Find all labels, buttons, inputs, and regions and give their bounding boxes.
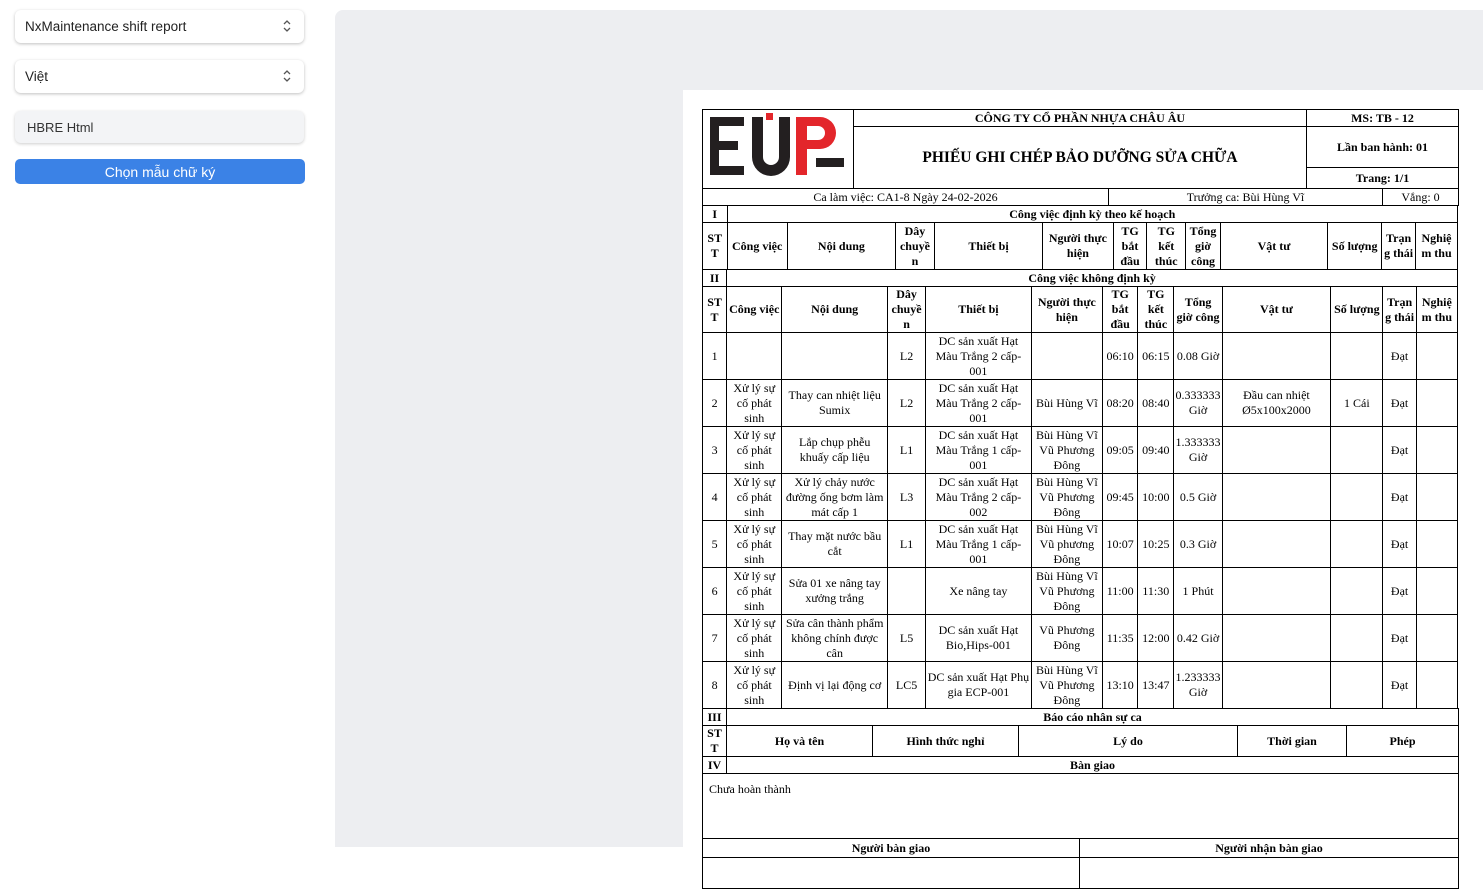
cell-col-content: Lắp chụp phễu khuấy cấp liệu: [782, 427, 888, 474]
header-col-end: TG kết thúc: [1147, 223, 1186, 270]
header-col-end: TG kết thúc: [1138, 287, 1174, 333]
cell-col-line: [887, 568, 925, 615]
header-col-status: Trạng thái: [1382, 223, 1416, 270]
cell-col-status: Đạt: [1383, 568, 1416, 615]
header-col-total: Tổng giờ công: [1174, 287, 1222, 333]
cell-col-equipment: DC sản xuất Hạt Màu Trắng 2 cấp-002: [926, 474, 1032, 521]
cell-col-acceptance: [1416, 474, 1457, 521]
cell-col-line: L1: [887, 427, 925, 474]
language-select-value: Việt: [25, 69, 49, 84]
cell-col-start: 11:35: [1103, 615, 1138, 662]
cell-col-qty: [1331, 662, 1383, 709]
hr-col-name: Họ và tên: [727, 726, 873, 757]
table-row: [703, 662, 1458, 709]
cell-col-performer: Bùi Hùng Vĩ: [1031, 380, 1102, 427]
report-select[interactable]: [15, 10, 304, 43]
cell-col-stt: 2: [703, 380, 727, 427]
cell-col-content: Sửa cân thành phẩm không chính được cân: [782, 615, 888, 662]
header-col-qty: Số lượng: [1331, 287, 1383, 333]
cell-col-end: 08:40: [1138, 380, 1174, 427]
cell-col-total: 0.08 Giờ: [1174, 333, 1222, 380]
table-row: [703, 521, 1458, 568]
cell-col-acceptance: [1416, 427, 1457, 474]
cell-col-task: Xử lý sự cố phát sinh: [727, 568, 782, 615]
cell-col-total: 1.333333 Giờ: [1174, 427, 1222, 474]
cell-col-task: Xử lý sự cố phát sinh: [727, 521, 782, 568]
table-row: [703, 427, 1458, 474]
unplanned-work-table: [702, 269, 1458, 709]
cell-col-performer: Bùi Hùng Vĩ Vũ Phương Đông: [1031, 662, 1102, 709]
cell-col-end: 12:00: [1138, 615, 1174, 662]
cell-col-material: [1222, 333, 1331, 380]
handover-signature-table: [702, 838, 1459, 889]
header-col-material: Vật tư: [1220, 223, 1327, 270]
cell-col-stt: 3: [703, 427, 727, 474]
cell-col-end: 13:47: [1138, 662, 1174, 709]
cell-col-qty: [1331, 521, 1383, 568]
cell-col-equipment: DC sản xuất Hạt Màu Trắng 2 cấp-001: [926, 380, 1032, 427]
cell-col-stt: 8: [703, 662, 727, 709]
cell-col-content: Xử lý chảy nước đường ống bơm làm mát cấp 1: [782, 474, 888, 521]
cell-col-start: 11:00: [1103, 568, 1138, 615]
cell-col-total: 0.5 Giờ: [1174, 474, 1222, 521]
chevron-updown-icon: [282, 18, 292, 34]
table-row: [703, 615, 1458, 662]
cell-col-line: L1: [887, 521, 925, 568]
cell-col-status: Đạt: [1383, 427, 1416, 474]
hr-report-table: [702, 708, 1459, 839]
cell-col-qty: [1331, 474, 1383, 521]
header-table: [702, 109, 1459, 189]
shift-info: Ca làm việc: CA1-8 Ngày 24-02-2026: [703, 189, 1109, 206]
table-row: [703, 380, 1458, 427]
section-number: IV: [703, 757, 727, 774]
handover-note: Chưa hoàn thành: [703, 774, 1459, 839]
section-title: Công việc không định kỳ: [727, 270, 1458, 287]
cell-col-status: Đạt: [1383, 615, 1416, 662]
cell-col-material: [1222, 615, 1331, 662]
cell-col-start: 09:05: [1103, 427, 1138, 474]
hr-col-leave-type: Hình thức nghỉ: [873, 726, 1019, 757]
cell-col-qty: 1 Cái: [1331, 380, 1383, 427]
cell-col-line: LC5: [887, 662, 925, 709]
cell-col-end: 10:25: [1138, 521, 1174, 568]
cell-col-start: 13:10: [1103, 662, 1138, 709]
cell-col-total: 1.233333 Giờ: [1174, 662, 1222, 709]
company-logo: [708, 113, 848, 181]
giver-signature: [703, 858, 1080, 889]
cell-col-performer: Bùi Hùng Vĩ Vũ Phương Đông: [1031, 427, 1102, 474]
cell-col-performer: [1031, 333, 1102, 380]
header-col-performer: Người thực hiện: [1031, 287, 1102, 333]
cell-col-status: Đạt: [1383, 521, 1416, 568]
cell-col-line: L5: [887, 615, 925, 662]
issue-number: Lần ban hành: 01: [1307, 127, 1459, 168]
cell-col-content: Định vị lại động cơ: [782, 662, 888, 709]
header-col-acceptance: Nghiệm thu: [1415, 223, 1457, 270]
cell-col-qty: [1331, 333, 1383, 380]
company-name: CÔNG TY CỔ PHẦN NHỰA CHÂU ÂU: [854, 110, 1307, 127]
cell-col-stt: 7: [703, 615, 727, 662]
cell-col-equipment: DC sản xuất Hạt Bio,Hips-001: [926, 615, 1032, 662]
column-header-row: [703, 287, 1458, 333]
language-select[interactable]: [15, 60, 304, 93]
cell-col-task: Xử lý sự cố phát sinh: [727, 474, 782, 521]
cell-col-status: Đạt: [1383, 333, 1416, 380]
cell-col-content: [782, 333, 888, 380]
cell-col-content: Thay can nhiệt liệu Sumix: [782, 380, 888, 427]
hr-col-reason: Lý do: [1019, 726, 1238, 757]
cell-col-stt: 1: [703, 333, 727, 380]
header-col-task: Công việc: [727, 287, 782, 333]
cell-col-acceptance: [1416, 568, 1457, 615]
cell-col-status: Đạt: [1383, 380, 1416, 427]
cell-col-task: Xử lý sự cố phát sinh: [727, 380, 782, 427]
header-col-acceptance: Nghiệm thu: [1416, 287, 1457, 333]
cell-col-start: 10:07: [1103, 521, 1138, 568]
cell-col-equipment: DC sản xuất Hạt Màu Trắng 1 cấp-001: [926, 427, 1032, 474]
cell-col-line: L2: [887, 333, 925, 380]
header-col-equipment: Thiết bị: [934, 223, 1042, 270]
choose-signature-button[interactable]: Chọn mẫu chữ ký: [15, 159, 305, 184]
cell-col-task: Xử lý sự cố phát sinh: [727, 662, 782, 709]
table-row: [703, 474, 1458, 521]
cell-col-equipment: DC sản xuất Hạt Phụ gia ECP-001: [926, 662, 1032, 709]
handover-giver: Người bàn giao: [703, 839, 1080, 858]
planned-work-table: [702, 205, 1458, 270]
absent-count: Vắng: 0: [1383, 189, 1459, 206]
cell-col-performer: Bùi Hùng Vĩ Vũ Phương Đông: [1031, 474, 1102, 521]
cell-col-total: 1 Phút: [1174, 568, 1222, 615]
document-title: PHIẾU GHI CHÉP BẢO DƯỠNG SỬA CHỮA: [854, 127, 1307, 189]
header-col-start: TG bắt đầu: [1113, 223, 1147, 270]
section-title: Bàn giao: [727, 757, 1459, 774]
cell-col-stt: 5: [703, 521, 727, 568]
cell-col-material: [1222, 568, 1331, 615]
header-col-task: Công việc: [727, 223, 787, 270]
cell-col-equipment: Xe nâng tay: [926, 568, 1032, 615]
hr-col-time: Thời gian: [1238, 726, 1347, 757]
section-number: II: [703, 270, 727, 287]
cell-col-stt: 4: [703, 474, 727, 521]
cell-col-total: 0.42 Giờ: [1174, 615, 1222, 662]
header-col-total: Tổng giờ công: [1186, 223, 1221, 270]
cell-col-acceptance: [1416, 662, 1457, 709]
cell-col-material: Đầu can nhiệt Ø5x100x2000: [1222, 380, 1331, 427]
template-option-label: HBRE Html: [27, 119, 94, 135]
cell-col-start: 06:10: [1103, 333, 1138, 380]
header-col-performer: Người thực hiện: [1043, 223, 1113, 270]
cell-col-material: [1222, 521, 1331, 568]
header-col-line: Dây chuyền: [896, 223, 935, 270]
cell-col-start: 08:20: [1103, 380, 1138, 427]
table-row: [703, 568, 1458, 615]
header-col-stt: STT: [703, 287, 727, 333]
section-title: Công việc định kỳ theo kế hoạch: [727, 206, 1457, 223]
cell-col-end: 09:40: [1138, 427, 1174, 474]
page-number: Trang: 1/1: [1307, 168, 1459, 189]
cell-col-task: Xử lý sự cố phát sinh: [727, 427, 782, 474]
cell-col-equipment: DC sản xuất Hạt Màu Trắng 2 cấp-001: [926, 333, 1032, 380]
cell-col-equipment: DC sản xuất Hạt Màu Trắng 1 cấp-001: [926, 521, 1032, 568]
cell-col-content: Sửa 01 xe nâng tay xưởng trắng: [782, 568, 888, 615]
cell-col-qty: [1331, 615, 1383, 662]
cell-col-total: 0.333333 Giờ: [1174, 380, 1222, 427]
logo: [703, 110, 854, 189]
cell-col-task: Xử lý sự cố phát sinh: [727, 615, 782, 662]
cell-col-total: 0.3 Giờ: [1174, 521, 1222, 568]
cell-col-acceptance: [1416, 521, 1457, 568]
column-header-row: [703, 223, 1458, 270]
header-col-equipment: Thiết bị: [926, 287, 1032, 333]
header-col-material: Vật tư: [1222, 287, 1331, 333]
header-col-status: Trạng thái: [1383, 287, 1416, 333]
hr-col-stt: STT: [703, 726, 727, 757]
section-number: I: [703, 206, 728, 223]
header-col-line: Dây chuyền: [887, 287, 925, 333]
form-code: MS: TB - 12: [1307, 110, 1459, 127]
cell-col-performer: Bùi Hùng Vĩ Vũ Phương Đông: [1031, 568, 1102, 615]
handover-receiver: Người nhận bàn giao: [1080, 839, 1459, 858]
cell-col-performer: Vũ Phương Đông: [1031, 615, 1102, 662]
receiver-signature: [1080, 858, 1459, 889]
cell-col-end: 10:00: [1138, 474, 1174, 521]
cell-col-performer: Bùi Hùng Vĩ Vũ phương Đông: [1031, 521, 1102, 568]
chevron-updown-icon: [282, 68, 292, 84]
section-title: Báo cáo nhân sự ca: [727, 709, 1459, 726]
cell-col-acceptance: [1416, 333, 1457, 380]
cell-col-end: 06:15: [1138, 333, 1174, 380]
header-col-start: TG bắt đầu: [1103, 287, 1138, 333]
section-number: III: [703, 709, 727, 726]
header-col-stt: STT: [703, 223, 728, 270]
cell-col-end: 11:30: [1138, 568, 1174, 615]
cell-col-qty: [1331, 568, 1383, 615]
cell-col-status: Đạt: [1383, 474, 1416, 521]
cell-col-line: L2: [887, 380, 925, 427]
cell-col-material: [1222, 662, 1331, 709]
header-col-content: Nội dung: [782, 287, 888, 333]
cell-col-task: [727, 333, 782, 380]
header-col-qty: Số lượng: [1328, 223, 1382, 270]
cell-col-acceptance: [1416, 380, 1457, 427]
cell-col-line: L3: [887, 474, 925, 521]
shift-leader: Trưởng ca: Bùi Hùng Vĩ: [1109, 189, 1383, 206]
report-select-value: NxMaintenance shift report: [25, 19, 187, 34]
template-option[interactable]: [15, 111, 304, 143]
sidebar: [0, 0, 320, 847]
cell-col-qty: [1331, 427, 1383, 474]
hr-col-permit: Phép: [1347, 726, 1459, 757]
shift-info-table: [702, 188, 1459, 206]
cell-col-start: 09:45: [1103, 474, 1138, 521]
table-row: [703, 333, 1458, 380]
cell-col-content: Thay mặt nước bầu cắt: [782, 521, 888, 568]
header-col-content: Nội dung: [787, 223, 895, 270]
cell-col-material: [1222, 427, 1331, 474]
cell-col-stt: 6: [703, 568, 727, 615]
cell-col-material: [1222, 474, 1331, 521]
cell-col-status: Đạt: [1383, 662, 1416, 709]
cell-col-acceptance: [1416, 615, 1457, 662]
maintenance-report: [702, 109, 1458, 889]
